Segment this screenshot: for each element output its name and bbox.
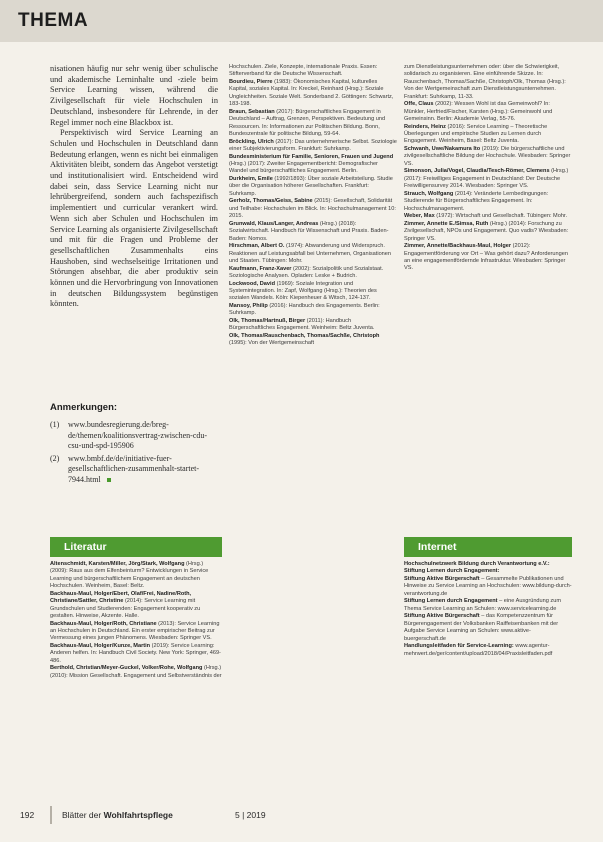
reference-item xyxy=(404,124,572,146)
reference-author: Backhaus-Maul, Holger/Ebert, Olaf/Frei, Nadine/Roth, Christiane/Sattler, Christine xyxy=(50,590,192,605)
reference-author: Bourdieu, Pierre xyxy=(229,79,273,85)
reference-author: Reinders, Heinz xyxy=(404,123,446,130)
reference-author: Braun, Sebastian xyxy=(229,108,275,115)
footer-divider xyxy=(50,806,52,824)
reference-item xyxy=(229,176,397,198)
reference-text: (2014): Veränderte Lernbedingungen: Studierende für Bürgerschaftliches Engagement. In: Hochschulmanagement. xyxy=(404,190,549,212)
reference-text: (Hrsg.) (2017): Zweiter Engagementbericht: Demografischer Wandel und bürgerschaftliches Engagement. Berlin. xyxy=(229,161,378,175)
internet-item xyxy=(404,643,572,658)
reference-item xyxy=(229,281,397,303)
reference-item xyxy=(229,266,397,281)
reference-item xyxy=(50,591,222,621)
section-title: THEMA xyxy=(18,10,89,31)
reference-author: Backhaus-Maul, Holger/Roth, Christiane xyxy=(50,620,157,627)
internet-source: Stiftung Aktive Bürgerschaft xyxy=(404,613,480,620)
internet-source: Stiftung Lernen durch Engagement xyxy=(404,598,498,605)
reference-author: Olk, Thomas/Hartnuß, Birger xyxy=(229,318,306,325)
reference-text: (2017): Das unternehmerische Selbst. Soziologie einer Subjektivierungsform. Frankfurt: Suhrkamp. xyxy=(229,138,397,153)
reference-item xyxy=(50,621,222,643)
reference-item xyxy=(229,318,397,333)
header-bar xyxy=(0,0,603,42)
note-link[interactable]: www.bundesregierung.de/breg-de/themen/koalitionsvertrag-zwischen-cdu-csu-und-spd-195906 xyxy=(68,420,208,450)
internet-text[interactable]: – das Kompetenzzentrum für Bürgerengagement der Volksbanken Raiffeisenbanken mit der Aufgabe Service Learning an Schulen: www.aktive-buergerschaft.de xyxy=(404,613,559,642)
internet-text[interactable]: www.agentur-mehrwert.de/ger/content/upload/2018/04/Praxisleitfaden.pdf xyxy=(404,643,553,657)
reference-item xyxy=(229,79,397,109)
reference-author: Backhaus-Maul, Holger/Kunze, Martin xyxy=(50,643,151,650)
reference-text: (2002): Wessen Wohl ist das Gemeinwohl? In: Münkler, Herfried/Fischer, Karsten (Hrsg.): Gemeinwohl und Gemeinsinn. Berlin: Akademie Verlag, 55-76. xyxy=(404,101,553,123)
reference-text: (1995): Von der Wertgemeinschaft xyxy=(229,340,315,347)
internet-heading-text: Internet xyxy=(418,541,457,553)
reference-item xyxy=(404,168,572,190)
reference-text: (2011): Handbuch Bürgerschaftliches Engagement. Weinheim: Beltz Juventa. xyxy=(229,318,375,332)
reference-text: (2016): Handbuch des Engagements. Berlin: Suhrkamp. xyxy=(229,303,380,317)
magazine-title xyxy=(62,810,173,820)
reference-item xyxy=(229,64,397,79)
magazine-title-bold: Wohlfahrtspflege xyxy=(103,810,173,820)
reference-text: (2019): Service Learning: Anderen helfen. In: Handbuch Civil Society. New York: Springer, 469-486. xyxy=(50,643,221,664)
reference-item xyxy=(229,154,397,176)
reference-text: (1972): Wirtschaft und Gesellschaft. Tübingen: Mohr. xyxy=(436,213,568,220)
reference-author: Durkheim, Emile xyxy=(229,176,273,183)
article-paragraph: nisationen häufig nur sehr wenig über schulische und akademische Lerninhalte und -ziele beim Service Learning wissen, während die Zivilgesellschaft für viele Hochschulen in Deutschland, insbesondere für Lehrende, in der Regel immer noch eine Blackbox ist. xyxy=(50,64,218,127)
reference-author: Olk, Thomas/Rauschenbach, Thomas/Sachße, Christoph xyxy=(229,333,380,340)
reference-item xyxy=(50,561,222,591)
reference-text: Hochschulen. Ziele, Konzepte, internationale Praxis. Essen: Stifterverband für die Deutsche Wissenschaft. xyxy=(229,64,378,78)
reference-item xyxy=(50,665,222,680)
reference-author: Zimmer, Annette E./Simsa, Ruth xyxy=(404,220,489,227)
reference-text: (Hrsg.) (2014): Forschung zu Zivilgesellschaft, NPOs und Engagement. Quo vadis? Wiesbaden: Springer VS. xyxy=(404,220,569,242)
reference-text: (Hrsg.) (2017): Freiwilliges Engagement in Deutschland: Der Deutsche Freiwilligensurvey 2014. Wiesbaden: Springer VS. xyxy=(404,168,569,190)
reference-text: (1992/1893): Über soziale Arbeitsteilung. Studie über die Organisation höherer Gesellschaften. Frankfurt: Suhrkamp. xyxy=(229,176,393,197)
article-paragraph: Perspektivisch wird Service Learning an Schulen und Hochschulen in Deutschland dann Bedeutung erlangen, wenn es nicht bei einmaligen Aktivitäten bleibt, sondern das Angebot verstetigt und institutionalisiert wird. Entscheidend wird dabei sein, dass Service Learning nicht nur lehrübergreifend, sondern auch fachspezifisch implementiert und curricular verankert wird. Wenn sich aber Schulen und Hochschulen im Service Learning als organisierte Zivilgesellschaft und mit für die Fragen und Probleme der gesellschaftlichen Zusammenhalts eins Haushoben, sind wechselseitige Irritationen und Störungen absehbar, die aber produktiv sein können und die Hervorbringung von Innovationen in deutschen Bildungssystem begünstigen könnten. xyxy=(50,128,218,309)
literatur-list-col1 xyxy=(50,561,222,680)
literatur-heading-text: Literatur xyxy=(64,541,107,553)
reference-text: (2014): Service Learning mit Grundschulen und Studierenden: Engagement kooperativ zu gestalten. Hinweise, Akzente. Halle. xyxy=(50,598,201,620)
article-body xyxy=(50,64,218,310)
reference-item xyxy=(404,64,572,101)
reference-text: (2015): Gesellschaft, Solidarität und Teilhabe: Hochschulen im Blick. In: Hochschulmanagement 10: 2015. xyxy=(229,198,396,220)
note-item xyxy=(50,454,218,486)
reference-item xyxy=(229,243,397,265)
internet-list xyxy=(404,561,572,658)
reference-text: (2016): Service Learning – Theoretische Überlegungen und empirische Studien zu Lernen durch Engagement. Weinheim, Basel: Beltz Juventa. xyxy=(404,123,548,145)
notes-title: Anmerkungen: xyxy=(50,402,118,413)
internet-source: Stiftung Aktive Bürgerschaft xyxy=(404,576,480,582)
end-marker-icon xyxy=(107,478,111,482)
reference-item xyxy=(229,198,397,220)
reference-item xyxy=(229,109,397,139)
reference-author: Offe, Claus xyxy=(404,101,434,108)
reference-author: Gerholz, Thomas/Geiss, Sabine xyxy=(229,198,313,205)
magazine-title-prefix: Blätter der xyxy=(62,810,104,820)
reference-author: Bundesministerium für Familie, Senioren, Frauen und Jugend xyxy=(229,153,394,160)
internet-text[interactable]: – eine Ausgründung zum Thema Service Learning an Schulen: www.servicelearning.de xyxy=(404,598,561,612)
note-number: (2) xyxy=(50,453,60,463)
reference-author: Zimmer, Annette/Backhaus-Maul, Holger xyxy=(404,243,512,250)
notes-list xyxy=(50,420,218,487)
reference-author: Simonson, Julia/Vogel, Claudia/Tesch-Römer, Clemens xyxy=(404,168,550,175)
reference-author: Kaufmann, Franz-Xaver xyxy=(229,265,292,272)
reference-author: Weber, Max xyxy=(404,213,435,220)
reference-author: Strauch, Wolfgang xyxy=(404,190,454,197)
reference-text: (1974): Abwanderung und Widerspruch. Reaktionen auf Leistungsabfall bei Unternehmen, Organisationen und Staaten. Tübingen: Mohr. xyxy=(229,243,392,265)
reference-author: Hirschman, Albert O. xyxy=(229,243,285,250)
reference-author: Grunwald, Klaus/Langer, Andreas xyxy=(229,220,319,227)
reference-item xyxy=(50,643,222,665)
reference-item xyxy=(404,243,572,273)
internet-source: Hochschulnetzwerk Bildung durch Verantwortung e.V.: Stiftung Lernen durch Engagement: xyxy=(404,561,550,575)
reference-text: (2013): Service Learning an Hochschulen in Deutschland. Ein erster empirischer Beitrag zur Vermessung eines jungen Phänomens. Wiesbaden: Springer VS. xyxy=(50,620,220,642)
internet-item xyxy=(404,613,572,643)
reference-text: (Hrsg.) (2010): Mission Gesellschaft. Engagement und Selbstverständnis der xyxy=(50,665,222,679)
page-footer xyxy=(0,806,603,826)
reference-text: (1969): Soziale Integration und Systemintegration. In: Zapf, Wolfgang (Hrsg.): Theorien des sozialen Wandels. Köln: Kiepenheuer & Witsch, 124-137. xyxy=(229,280,377,302)
reference-item xyxy=(229,303,397,318)
reference-text: (Hrsg.) (2009): Raus aus dem Elfenbeinturm? Entwicklungen in Service Learning und bürgerschaftlichem Engagement an deutschen Hochschulen. Weinheim, Basel: Beltz. xyxy=(50,561,209,590)
reference-author: Schwanh, Uwe/Nakamura Ito xyxy=(404,146,481,153)
reference-author: Bröckling, Ulrich xyxy=(229,138,274,145)
page-number: 192 xyxy=(20,810,35,820)
note-link[interactable]: www.bmbf.de/de/initiative-fuer-gesellschaftlichen-zusammenhalt-startet-7944.html xyxy=(68,453,200,484)
reference-author: Lockwood, David xyxy=(229,280,275,287)
reference-text: (Hrsg.) (2018): Sozialwirtschaft. Handbuch für Wissenschaft und Praxis. Baden-Baden: Nomos. xyxy=(229,220,389,242)
reference-item xyxy=(404,101,572,123)
internet-source: Handlungsleitfaden für Service-Learning: xyxy=(404,643,514,650)
reference-item xyxy=(229,221,397,243)
internet-heading xyxy=(404,537,572,557)
reference-author: Mansoy, Philip xyxy=(229,303,268,310)
reference-text: (2012): Engagementförderung vor Ort – Was gehört dazu? Anforderungen an eine engagementfördernde Infrastruktur. Wiesbaden: Springer VS. xyxy=(404,243,568,272)
internet-item xyxy=(404,598,572,613)
reference-item xyxy=(229,139,397,154)
note-number: (1) xyxy=(50,420,60,429)
reference-item xyxy=(229,333,397,348)
internet-text[interactable]: – Gesammelte Publikationen und Hinweise zu Service Learning an Hochschulen: www.bildung-durch-verantwortung.de xyxy=(404,576,572,597)
reference-item xyxy=(404,213,572,220)
note-item xyxy=(50,420,218,452)
reference-text: (2017): Bürgerschaftliches Engagement in Deutschland – Auftrag, Grenzen, Perspektiven. Bedeutung und Ressourcen. In: Informationen zur Politischen Bildung. Bonn, Bundeszentrale für politische Bildung, 59-64. xyxy=(229,108,386,138)
issue-number: 5 | 2019 xyxy=(235,810,266,820)
reference-item xyxy=(404,146,572,168)
internet-item xyxy=(404,576,572,598)
reference-author: Altenschmidt, Karsten/Miller, Jörg/Stark, Wolfgang xyxy=(50,561,185,567)
literatur-list-col2 xyxy=(229,64,397,348)
reference-text: (2002): Sozialpolitik und Sozialstaat. Soziologische Analysen. Opladen: Leske + Budrich. xyxy=(229,265,384,280)
internet-item xyxy=(404,561,572,576)
reference-item xyxy=(404,191,572,213)
reference-author: Berthold, Christian/Meyer-Guckel, Volker/Rohe, Wolfgang xyxy=(50,665,203,672)
reference-item xyxy=(404,221,572,243)
reference-text: (1983): Ökonomisches Kapital, kulturelles Kapital, soziales Kapital. In: Kreckel, Reinhard (Hrsg.): Soziale Ungleichheiten. Soziale Welt. Sonderband 2. Göttingen: Schwartz, 183-198. xyxy=(229,79,394,108)
literatur-list-col3 xyxy=(404,64,572,273)
reference-text: zum Dienstleistungsunternehmen oder: über die Schwierigkeit, solidarisch zu organisieren. Eine einführende Skizze. In: Rauschenbach, Thomas/Sachße, Christoph/Olk, Thomas (Hrsg.): Von der Wertgemeinschaft zum Dienstleistungsunternehmen. Frankfurt: Suhrkamp, 11-33. xyxy=(404,64,566,100)
literatur-heading xyxy=(50,537,222,557)
reference-text: (2019): Die bürgerschaftliche und zivilgesellschaftliche Bildung der Hochschule. Wiesbaden: Springer VS. xyxy=(404,146,571,167)
